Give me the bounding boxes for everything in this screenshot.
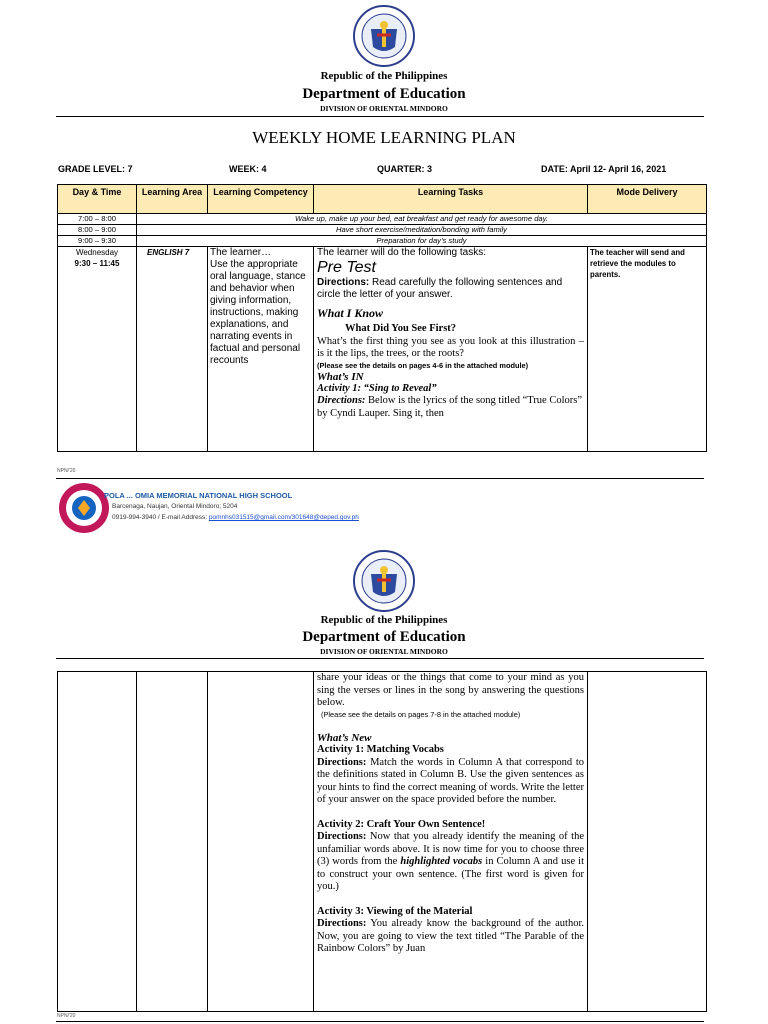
school-logo-icon	[58, 482, 110, 534]
activity1-directions	[317, 757, 584, 807]
directions-label: Directions:	[317, 277, 370, 288]
republic-text: Republic of the Philippines	[320, 614, 448, 626]
main-lesson-row	[58, 247, 707, 452]
school-contact	[112, 514, 359, 521]
division-text: DIVISION OF ORIENTAL MINDORO	[320, 104, 448, 113]
whats-in-heading: What’s IN	[317, 370, 364, 383]
activity1-title: Activity 1: “Sing to Reveal”	[317, 382, 437, 394]
grade-level: GRADE LEVEL: 7	[58, 164, 133, 174]
plan-title: WEEKLY HOME LEARNING PLAN	[252, 128, 516, 147]
schedule-time: 8:00 – 9:00	[58, 225, 137, 236]
header-competency: Learning Competency	[208, 185, 314, 214]
school-name: POLA ... OMIA MEMORIAL NATIONAL HIGH SCHOOL	[104, 491, 293, 500]
tasks-intro: The learner will do the following tasks:	[317, 247, 486, 258]
learning-plan-table	[57, 184, 707, 452]
competency-intro: The learner…	[210, 247, 272, 258]
contact-text: 0919-994-3940 / E-mail Address:	[112, 514, 208, 521]
footer-divider	[56, 478, 704, 479]
activity2-directions	[317, 831, 584, 894]
division-text: DIVISION OF ORIENTAL MINDORO	[320, 647, 448, 656]
date-label: DATE: April 12- April 16, 2021	[541, 164, 667, 174]
school-address: Barcenaga, Naujan, Oriental Mindoro; 5204	[112, 503, 238, 510]
quarter-label: QUARTER: 3	[377, 164, 433, 174]
activity2-directions-label: Directions:	[317, 831, 367, 842]
continued-lesson-row	[58, 672, 707, 1012]
continued-text: share your ideas or the things that come to your mind as you sing the verses or lines in the song by answering the questions below.	[317, 672, 584, 708]
activity1-directions-text: Below is the lyrics of the song titled “True Colors” by Cyndi Lauper. Sing it, then	[317, 395, 583, 419]
activity3-title: Activity 3: Viewing of the Material	[317, 905, 473, 917]
schedule-row	[58, 236, 707, 247]
competency-text: Use the appropriate oral language, stance and behavior when giving information, instructions, making explanations, and narrating events in factual and personal recounts	[210, 259, 306, 366]
school-email-link[interactable]: pomnhs031515@gmail.com/301648@deped.gov.ph	[208, 514, 359, 521]
schedule-activity: Have short exercise/meditation/bonding with family	[137, 225, 707, 236]
header-learning-area: Learning Area	[137, 185, 208, 214]
header-divider	[56, 116, 704, 117]
activity2-title: Activity 2: Craft Your Own Sentence!	[317, 818, 486, 830]
header-day-time: Day & Time	[58, 185, 137, 214]
header-mode: Mode Delivery	[588, 185, 707, 214]
activity1-title: Activity 1: Matching Vocabs	[317, 744, 444, 755]
schedule-activity: Wake up, make up your bed, eat breakfast and get ready for awesome day.	[137, 214, 707, 225]
question-text: What’s the first thing you see as you look at this illustration – is it the lips, the trees, or the roots?	[317, 335, 584, 359]
activity1-directions-label: Directions:	[317, 395, 366, 406]
schedule-row	[58, 214, 707, 225]
what-i-know-heading: What I Know	[317, 306, 384, 320]
whats-new-heading: What’s New	[317, 731, 372, 744]
activity1-directions	[317, 395, 584, 420]
department-text: Department of Education	[302, 629, 466, 645]
pages-note-2: (Please see the details on pages 7-8 in the attached module)	[321, 709, 521, 719]
activity1-directions-label: Directions:	[317, 756, 367, 768]
activity2-directions-text-a: Now that you already identify the meaning of the unfamiliar words above. It is now time for you to choose three (3) words from the	[317, 831, 584, 867]
republic-text: Republic of the Philippines	[320, 70, 448, 82]
schedule-row	[58, 225, 707, 236]
directions-text: Read carefully the following sentences and circle the letter of your answer.	[317, 277, 563, 300]
department-text: Department of Education	[302, 86, 466, 102]
highlighted-vocabs-text: highlighted vocabs	[400, 856, 483, 867]
footer-code: NPN/'20	[57, 1013, 76, 1019]
mode-delivery-text: The teacher will send and retrieve the modules to parents.	[588, 247, 707, 452]
schedule-time: 9:00 – 9:30	[58, 236, 137, 247]
header-tasks: Learning Tasks	[314, 185, 588, 214]
activity2-directions-text-b: in Column A and use it to construct your own sentence. (The first word is given for you.)	[317, 856, 585, 892]
header-divider	[56, 658, 704, 659]
learning-plan-table-continued	[57, 671, 707, 1012]
footer-code: NPN/'20	[57, 468, 76, 474]
pretest-directions	[317, 277, 584, 301]
schedule-activity: Preparation for day’s study	[137, 236, 707, 247]
schedule-time: 7:00 – 8:00	[58, 214, 137, 225]
activity3-directions-text: You already know the background of the author. Now, you are going to view the text titled “The Parable of the Rainbow Colors” by Juan	[317, 918, 584, 954]
pages-note: (Please see the details on pages 4-6 in the attached module)	[317, 360, 529, 370]
deped-seal-icon	[353, 550, 415, 612]
activity1-directions-text: Match the words in Column A that correspond to the definitions stated in Column B. Use the given sentences as your hints to find the correct meaning of words. Write the letter of your answer on the space provided before the number.	[317, 756, 584, 805]
activity3-directions-label: Directions:	[317, 918, 367, 929]
activity3-directions	[317, 918, 584, 956]
deped-seal-icon	[353, 5, 415, 67]
lesson-day: Wednesday	[75, 248, 119, 257]
lesson-time: 9:30 – 11:45	[74, 259, 120, 268]
week-label: WEEK: 4	[229, 164, 267, 174]
pretest-heading: Pre Test	[317, 259, 376, 276]
lesson-area: ENGLISH 7	[137, 247, 208, 452]
what-did-you-see-heading: What Did You See First?	[345, 323, 457, 334]
footer-divider	[56, 1021, 704, 1022]
